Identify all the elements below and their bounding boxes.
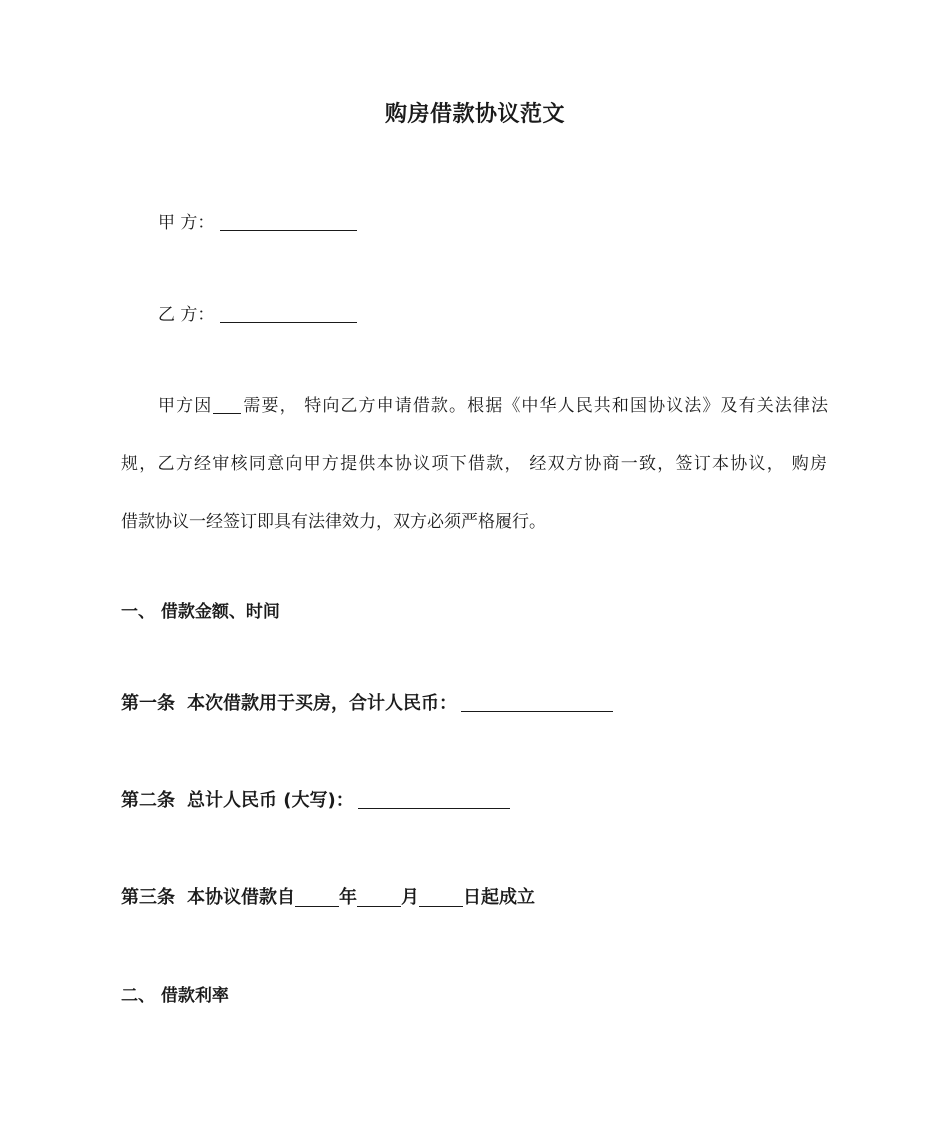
amount-uppercase-blank xyxy=(358,790,510,809)
section-heading-2: 二、 借款利率 xyxy=(121,986,229,1006)
party-b-line xyxy=(158,300,357,325)
article-3-month: 月 xyxy=(401,887,419,908)
intro-line-1-prefix: 甲方因 xyxy=(158,396,213,416)
intro-line-3: 借款协议一经签订即具有法律效力，双方必须严格履行。 xyxy=(121,512,546,532)
purpose-blank xyxy=(213,395,241,414)
article-3-year: 年 xyxy=(339,887,357,908)
amount-blank xyxy=(461,693,613,712)
section-heading-1: 一、 借款金额、时间 xyxy=(121,602,280,622)
day-blank xyxy=(419,888,463,907)
article-3-number: 第三条 xyxy=(121,887,175,908)
article-2-number: 第二条 xyxy=(121,790,175,811)
article-2 xyxy=(121,786,510,812)
article-2-text: 总计人民币 (大写)： xyxy=(187,790,354,811)
article-3-day-suffix: 日起成立 xyxy=(463,887,535,908)
article-1-number: 第一条 xyxy=(121,693,175,714)
article-3-text-prefix: 本协议借款自 xyxy=(187,887,295,908)
intro-line-1 xyxy=(158,391,828,416)
month-blank xyxy=(357,888,401,907)
document-title: 购房借款协议范文 xyxy=(384,102,565,127)
party-a-line xyxy=(158,208,357,233)
party-a-label: 甲 方： xyxy=(158,213,215,233)
year-blank xyxy=(295,888,339,907)
article-3 xyxy=(121,883,535,909)
party-b-blank xyxy=(220,304,357,323)
intro-line-1-suffix: 需要， 特向乙方申请借款。根据《中华人民共和国协议法》及有关法律法 xyxy=(242,396,829,416)
article-1 xyxy=(121,689,613,715)
party-a-blank xyxy=(220,212,357,231)
intro-line-2: 规，乙方经审核同意向甲方提供本协议项下借款， 经双方协商一致，签订本协议， 购房 xyxy=(121,454,827,474)
party-b-label: 乙 方： xyxy=(158,305,215,325)
article-1-text: 本次借款用于买房，合计人民币： xyxy=(187,693,457,714)
